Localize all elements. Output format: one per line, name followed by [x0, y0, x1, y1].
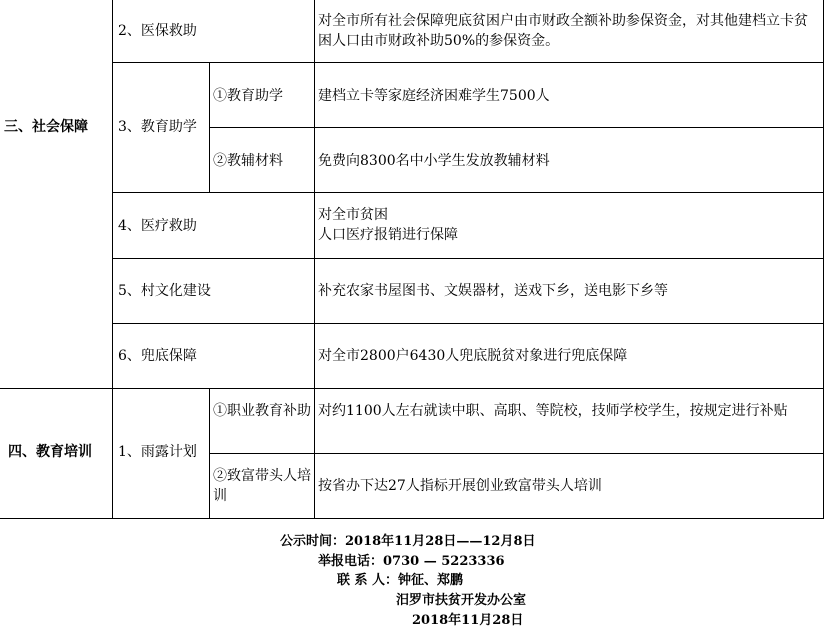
item-medical-aid: 4、医疗救助	[118, 218, 197, 234]
issuing-office: 汨罗市扶贫开发办公室	[396, 593, 527, 608]
publicity-time: 公示时间：2018年11月28日——12月8日	[280, 534, 536, 549]
sub-vocational-aid: ①职业教育补助	[213, 403, 311, 419]
content-teaching-materials: 免费向8300名中小学生发放教辅材料	[318, 153, 550, 169]
row-divider	[209, 453, 824, 454]
content-village-culture: 补充农家书屋图书、文娱器材，送戏下乡，送电影下乡等	[318, 283, 668, 299]
col-divider	[209, 388, 210, 519]
sub-leader-training: ②致富带头人培训	[213, 468, 311, 504]
sub-teaching-materials: ②教辅材料	[213, 153, 283, 169]
item-safety-net: 6、兜底保障	[118, 348, 197, 364]
content-medical-aid-line2: 人口医疗报销进行保障	[318, 227, 458, 243]
issue-date: 2018年11月28日	[412, 613, 524, 628]
category-social-security: 三、社会保障	[4, 119, 88, 135]
content-medical-aid-line1: 对全市贫困	[318, 207, 388, 223]
content-medical-insurance: 对全市所有社会保障兜底贫困户由市财政全额补助参保资金，对其他建档立卡贫困人口由市财政补助50%的参保资金。	[318, 13, 808, 49]
item-education-aid: 3、教育助学	[118, 119, 197, 135]
content-safety-net: 对全市2800户6430人兜底脱贫对象进行兜底保障	[318, 348, 628, 364]
row-divider	[112, 192, 824, 193]
col-divider	[314, 0, 315, 519]
row-divider	[112, 323, 824, 324]
item-medical-insurance: 2、医保救助	[118, 23, 197, 39]
row-divider	[112, 258, 824, 259]
row-divider	[0, 388, 824, 389]
col-divider	[823, 0, 824, 519]
category-education-training: 四、教育培训	[8, 444, 92, 460]
row-divider	[0, 518, 824, 519]
content-education-aid: 建档立卡等家庭经济困难学生7500人	[318, 88, 550, 104]
col-divider	[209, 62, 210, 193]
item-village-culture: 5、村文化建设	[118, 283, 211, 299]
item-rain-plan: 1、雨露计划	[118, 444, 197, 460]
col-divider	[112, 0, 113, 519]
report-phone: 举报电话：0730 — 5223336	[318, 554, 505, 569]
content-leader-training: 按省办下达27人指标开展创业致富带头人培训	[318, 478, 602, 494]
contact-persons: 联 系 人：钟征、郑鹏	[337, 573, 464, 588]
row-divider	[112, 62, 824, 63]
sub-education-aid: ①教育助学	[213, 88, 283, 104]
content-vocational-aid: 对约1100人左右就读中职、高职、等院校，技师学校学生，按规定进行补贴	[318, 403, 788, 419]
row-divider	[209, 127, 824, 128]
